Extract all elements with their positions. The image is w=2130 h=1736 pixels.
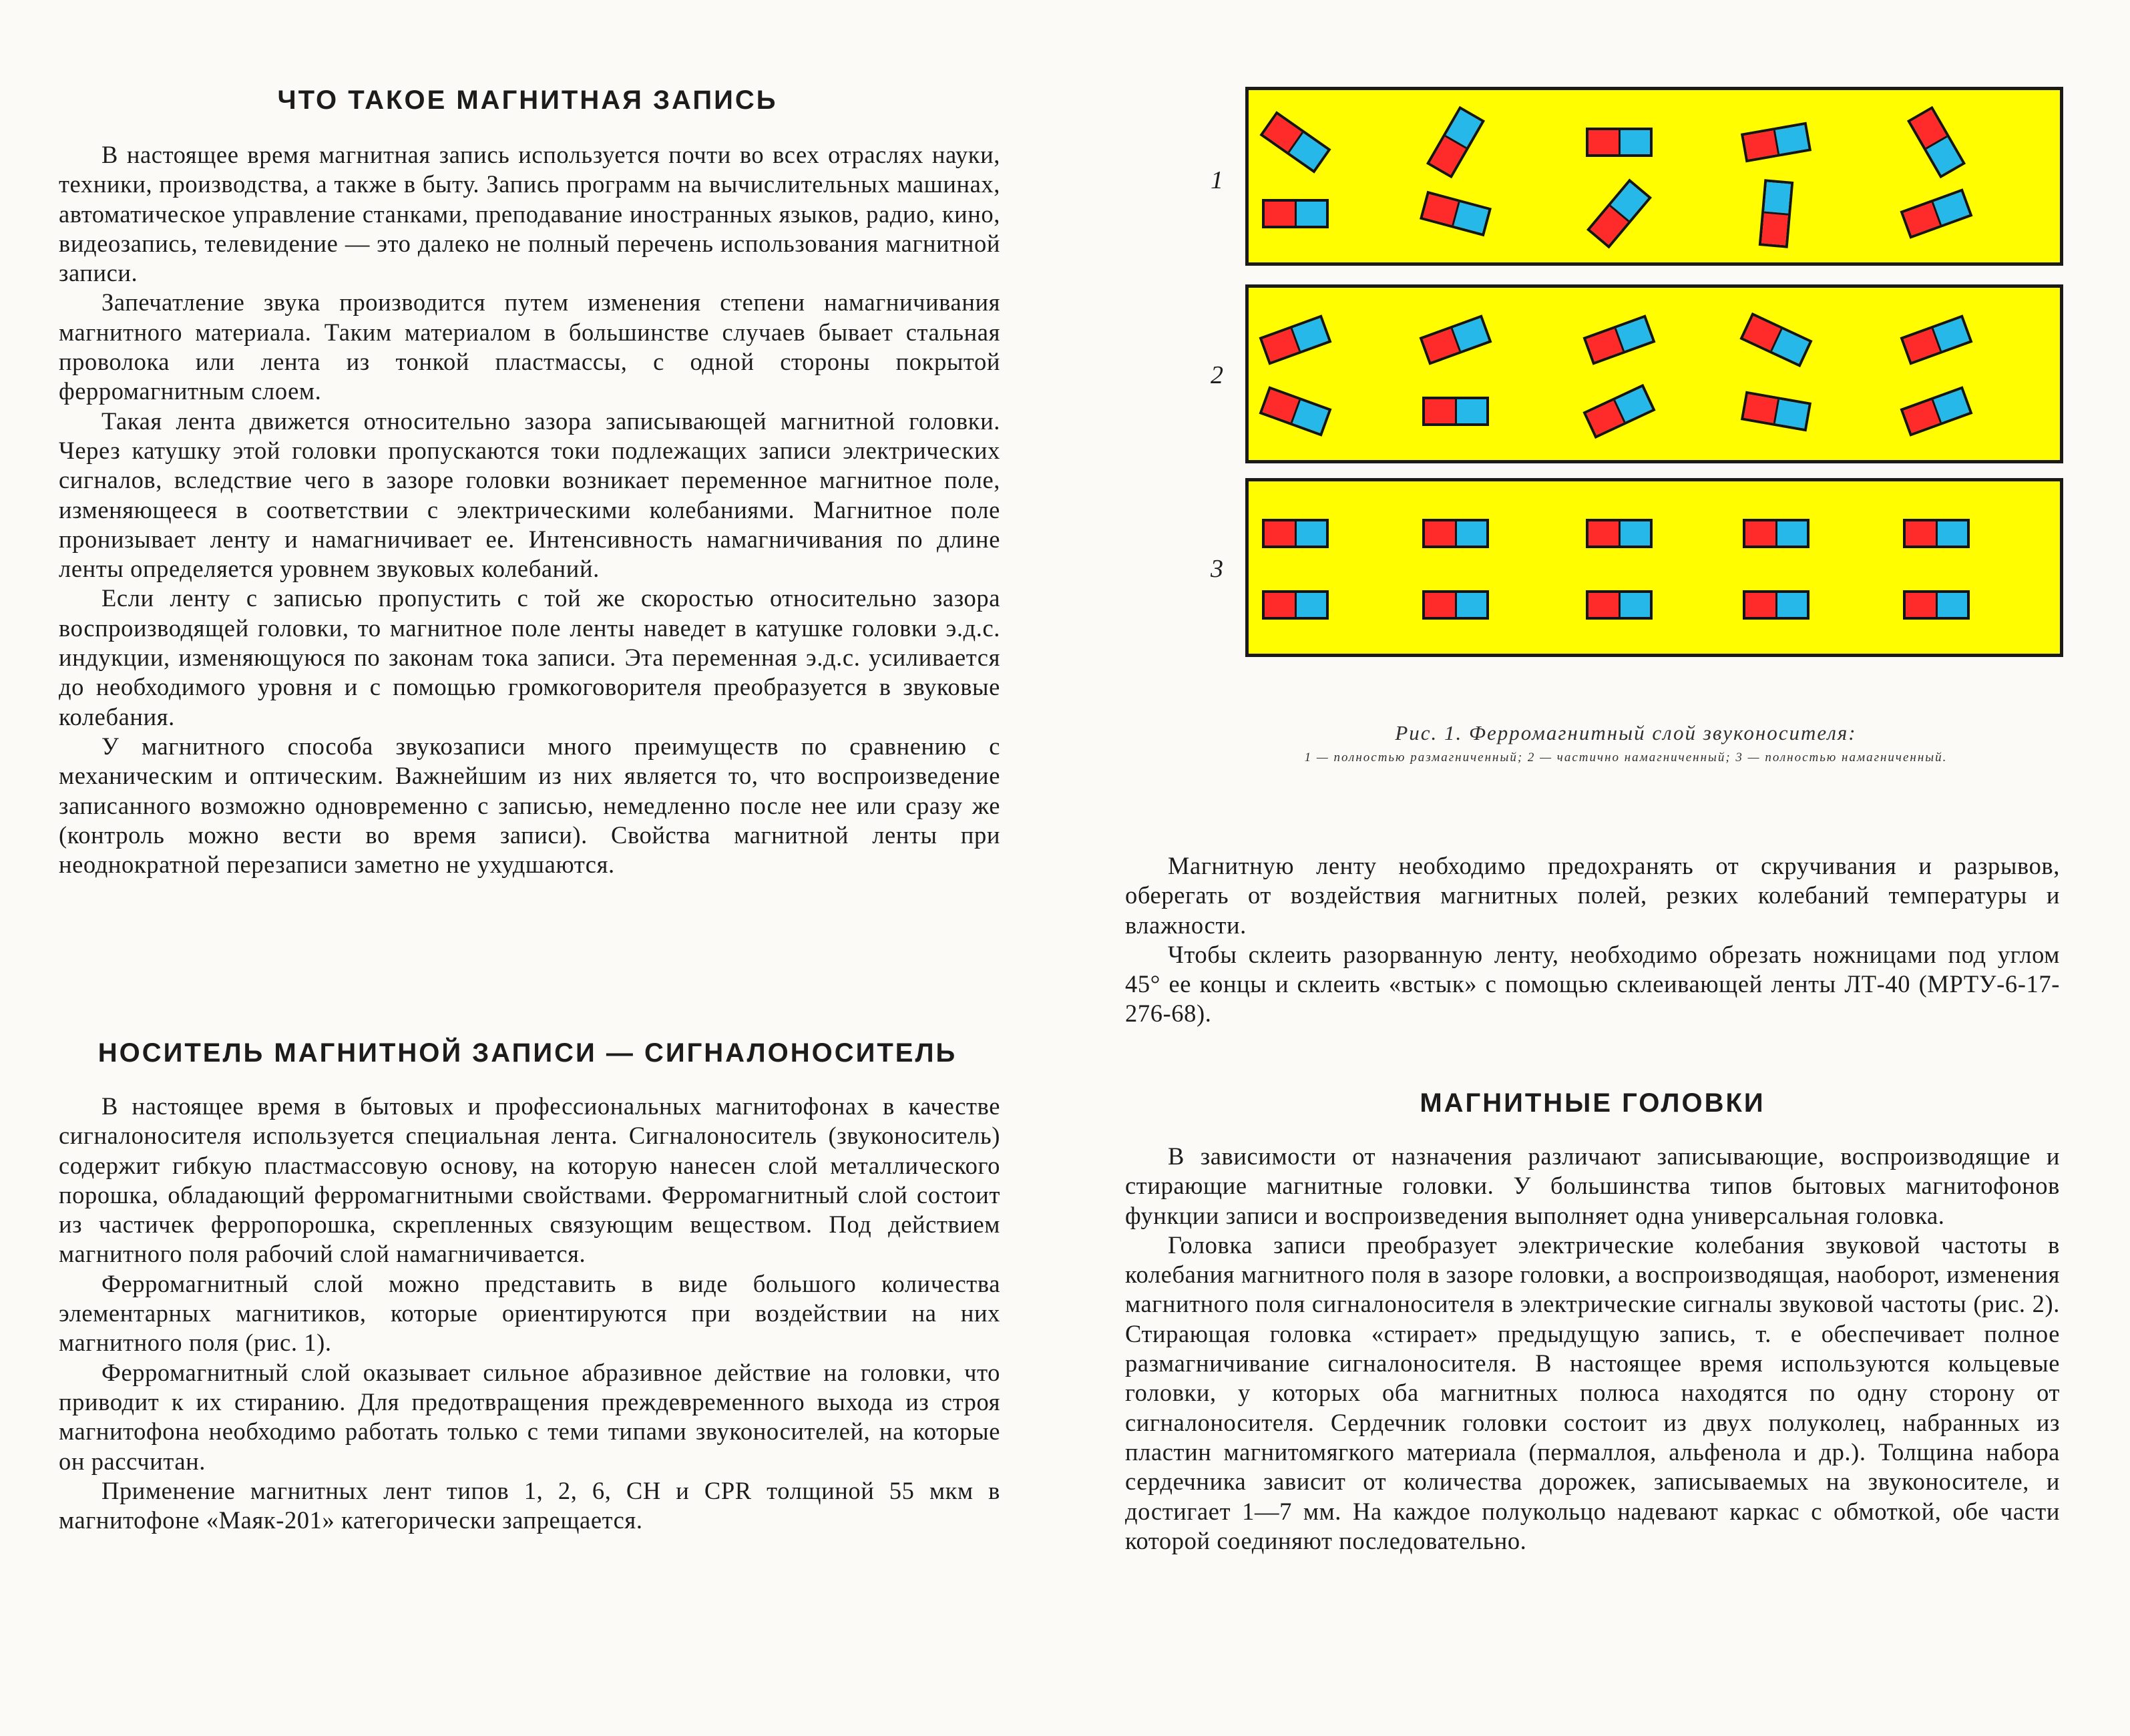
right-page [1065, 0, 2130, 1736]
elementary-magnet [1903, 590, 1970, 620]
elementary-magnet [1420, 191, 1492, 236]
heading-magnetic-heads: МАГНИТНЫЕ ГОЛОВКИ [1420, 1088, 1765, 1118]
paragraph: Головка записи преобразует электрические колебания звуковой частоты в колебания магнитного поля в зазоре головки, а воспроизводящая, наоборот, изменения магнитного поля сигналоносителя в электрические сигналы звуковой частоты (рис. 2). Стирающая головка «стирает» предыдущую запись, т. е обеспечивает полное размагничивание сигналоносителя. В настоящее время используются кольцевые головки, у которых оба магнитных полюса находятся по одну сторону от сигналоносителя. Сердечник головки состоит из двух полуколец, набранных из пластин магнитомягкого материала (пермаллоя, альфенола и др.). Толщина набора сердечника зависит от количества дорожек, записываемых на звуконосителе, и достигает 1—7 мм. На каждое полукольцо надевают каркас с обмоткой, обе части которой соединяют последовательно. [1125, 1231, 2060, 1554]
panel-fully-demagnetized [1245, 87, 2063, 266]
elementary-magnet [1759, 179, 1794, 248]
figure-caption-title: Рис. 1. Ферромагнитный слой звуконосителя: [1395, 721, 1857, 744]
elementary-magnet [1900, 188, 1972, 239]
elementary-magnet [1262, 519, 1329, 548]
paragraph: Применение магнитных лент типов 1, 2, 6, CH и CPR толщиной 55 мкм в магнитофоне «Маяк-201» категорически запрещается. [59, 1476, 1000, 1534]
section-signal-carrier-text [59, 1092, 1000, 1535]
elementary-magnet [1739, 312, 1812, 367]
elementary-magnet [1900, 314, 1972, 365]
paragraph: В зависимости от назначения различают записывающие, воспроизводящие и стирающие магнитные головки. У большинства типов бытовых магнитофонов функции записи и воспроизведения выполняет одна универсальная головка. [1125, 1142, 2060, 1229]
elementary-magnet [1586, 179, 1652, 249]
elementary-magnet [1422, 519, 1489, 548]
heading-what-is-magnetic-recording: ЧТО ТАКОЕ МАГНИТНАЯ ЗАПИСЬ [277, 85, 778, 115]
elementary-magnet [1586, 128, 1653, 157]
elementary-magnet [1419, 314, 1492, 365]
paragraph: Ферромагнитный слой можно представить в виде большого количества элементарных магнитиков, которые ориентируются при воздействии на них магнитного поля (рис. 1). [59, 1269, 1000, 1357]
figure-caption-legend: 1 — полностью размагниченный; 2 — частично намагниченный; 3 — полностью намагниченный. [1304, 750, 1948, 765]
panel-fully-magnetized [1245, 478, 2063, 657]
paragraph: У магнитного способа звукозаписи много преимуществ по сравнению с механическим и оптическим. Важнейшим из них является то, что воспроизведение записанного возможно одновременно с записью, немедленно после нее или сразу же (контроль можно вести во время записи). Свойства магнитной ленты при неоднократной перезаписи заметно не ухудшаются. [59, 732, 1000, 879]
elementary-magnet [1262, 199, 1329, 228]
section-what-is-magnetic-recording-text [59, 140, 1000, 879]
paragraph: Такая лента движется относительно зазора записывающей магнитной головки. Через катушку этой головки пропускаются токи подлежащих записи электрических сигналов, вследствие чего в зазоре головки возникает переменное магнитное поле, изменяющееся в соответствии с электрическими колебаниями. Магнитное поле пронизывает ленту и намагничивает ее. Интенсивность намагничивания по длине ленты определяется уровнем звуковых колебаний. [59, 407, 1000, 583]
panel-label-2: 2 [1211, 361, 1223, 389]
elementary-magnet [1259, 314, 1331, 365]
panel-label-3: 3 [1211, 555, 1223, 583]
elementary-magnet [1586, 590, 1653, 620]
heading-signal-carrier: НОСИТЕЛЬ МАГНИТНОЙ ЗАПИСИ — СИГНАЛОНОСИТЕЛЬ [97, 1038, 957, 1068]
elementary-magnet [1743, 519, 1809, 548]
tape-care-text [1125, 851, 2060, 1029]
section-magnetic-heads-text [1125, 1142, 2060, 1556]
elementary-magnet [1582, 384, 1655, 439]
elementary-magnet [1741, 122, 1812, 163]
figure-caption [1165, 721, 2087, 767]
elementary-magnet [1422, 397, 1489, 426]
paragraph: Чтобы склеить разорванную ленту, необходимо обрезать ножницами под углом 45° ее концы и склеить «встык» с помощью склеивающей ленты ЛТ-40 (МРТУ-6-17-276-68). [1125, 940, 2060, 1028]
paragraph: В настоящее время в бытовых и профессиональных магнитофонах в качестве сигналоносителя используется специальная лента. Сигналоноситель (звуконоситель) содержит гибкую пластмассовую основу, на которую нанесен слой металлического порошка, обладающий ферромагнитными свойствами. Ферромагнитный слой состоит из частичек ферропорошка, скрепленных связующим веществом. Под действием магнитного поля рабочий слой намагничивается. [59, 1092, 1000, 1268]
elementary-magnet [1259, 111, 1331, 173]
panel-partially-magnetized [1245, 284, 2063, 463]
elementary-magnet [1259, 386, 1331, 437]
paragraph: Магнитную ленту необходимо предохранять от скручивания и разрывов, оберегать от воздействия магнитных полей, резких колебаний температуры и влажности. [1125, 852, 2060, 939]
elementary-magnet [1743, 590, 1809, 620]
panel-label-1: 1 [1211, 166, 1223, 194]
elementary-magnet [1907, 106, 1966, 179]
elementary-magnet [1741, 391, 1812, 432]
elementary-magnet [1900, 386, 1972, 437]
paragraph: Запечатление звука производится путем изменения степени намагничивания магнитного материала. Таким материалом в большинстве случаев бывает стальная проволока или лента из тонкой пластмассы, с одной стороны покрытой ферромагнитным слоем. [59, 288, 1000, 405]
paragraph: В настоящее время магнитная запись используется почти во всех отраслях науки, техники, производства, а также в быту. Запись программ на вычислительных машинах, автоматическое управление станками, преподавание иностранных языков, радио, кино, видеозапись, телевидение — это далеко не полный перечень использования магнитной записи. [59, 141, 1000, 287]
paragraph: Если ленту с записью пропустить с той же скоростью относительно зазора воспроизводящей головки, то магнитное поле ленты наведет в катушке головки э.д.с. индукции, изменяющуюся по законам тока записи. Эта переменная э.д.с. усиливается до необходимого уровня и с помощью громкоговорителя преобразуется в звуковые колебания. [59, 584, 1000, 730]
elementary-magnet [1903, 519, 1970, 548]
elementary-magnet [1422, 590, 1489, 620]
elementary-magnet [1582, 314, 1655, 365]
paragraph: Ферромагнитный слой оказывает сильное абразивное действие на головки, что приводит к их стиранию. Для предотвращения преждевременного выхода из строя магнитофона необходимо работать только с теми типами звуконосителей, на которые он рассчитан. [59, 1358, 1000, 1475]
elementary-magnet [1426, 106, 1485, 179]
elementary-magnet [1262, 590, 1329, 620]
elementary-magnet [1586, 519, 1653, 548]
